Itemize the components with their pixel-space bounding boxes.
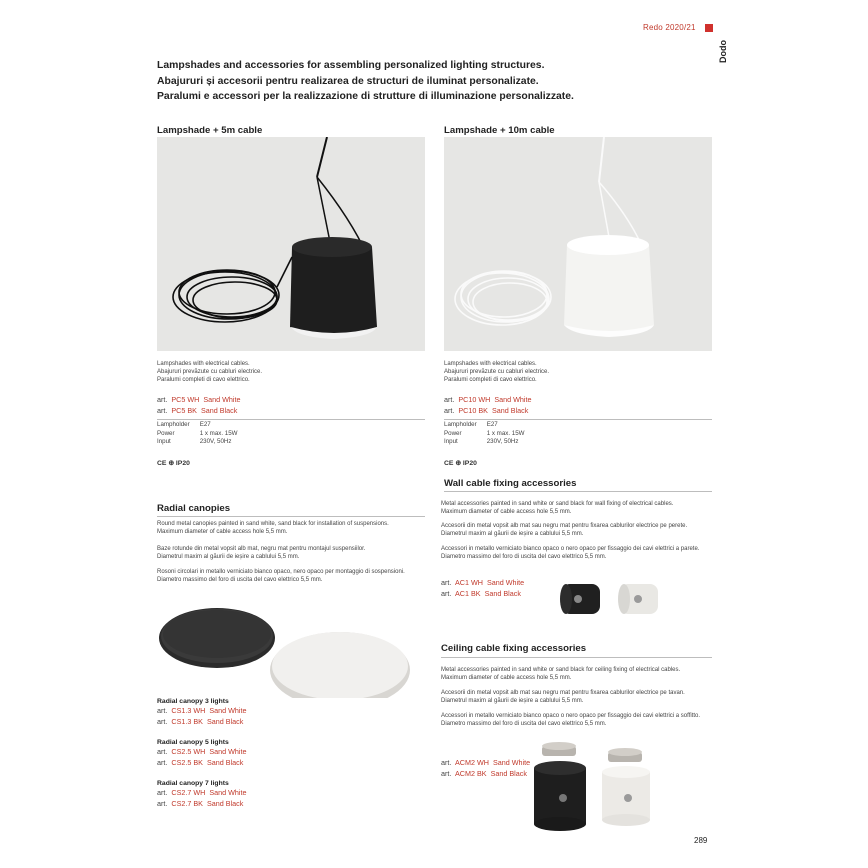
lamp10-desc-ro: Abajururi prevăzute cu cabluri electrice. (444, 369, 550, 376)
canopy-group-heading: Radial canopy 5 lights (157, 739, 229, 746)
article-code: PC10 BK (458, 406, 488, 415)
article-prefix: art. (157, 758, 168, 767)
spec-row (444, 438, 535, 447)
divider (157, 419, 425, 420)
article-prefix: art. (157, 717, 168, 726)
article-color: Sand Black (490, 769, 527, 778)
article-color: Sand Black (484, 589, 521, 598)
article-color: Sand Black (206, 717, 244, 726)
brand-square-icon (705, 24, 713, 32)
article-prefix: art. (157, 747, 168, 756)
black-lampshade-image (157, 137, 425, 351)
intro-line-en: Lampshades and accessories for assembling personalized lighting structures. (157, 60, 545, 71)
canopies-paragraph-ro (157, 545, 365, 561)
spec-row (444, 430, 535, 439)
side-section-tab: Dodo (718, 40, 728, 63)
article-color: Sand White (209, 706, 247, 715)
text-line: Diametrul maxim al găurii de ieșire a cablului 5,5 mm. (441, 698, 584, 705)
lamp5-articles (157, 394, 241, 416)
spec-row (157, 421, 248, 430)
spec-label: Input (444, 438, 458, 446)
canopies-title: Radial canopies (157, 503, 231, 514)
article-color: Sand White (492, 758, 531, 767)
article-color: Sand White (494, 395, 532, 404)
article-row (444, 405, 532, 416)
text-line: Baze rotunde din metal vopsit alb mat, negru mat pentru montajul suspensiilor. (157, 546, 366, 552)
article-code: CS1.3 WH (171, 706, 206, 715)
article-prefix: art. (444, 395, 455, 404)
text-line: Maximum diameter of cable access hole 5,5 mm. (441, 509, 572, 516)
article-color: Sand White (209, 788, 247, 797)
article-row (157, 757, 247, 768)
article-row (157, 394, 241, 405)
spec-row (157, 430, 248, 439)
certification-marks: CE ⊕ IP20 (157, 460, 190, 467)
lamp5-desc-ro: Abajururi prevăzute cu cabluri electrice. (157, 369, 263, 376)
ceiling-fixing-image (530, 742, 660, 832)
wall-fixing-title: Wall cable fixing accessories (444, 478, 577, 489)
article-code: AC1 WH (455, 578, 483, 587)
article-code: ACM2 BK (455, 769, 487, 778)
text-line: Rosoni circolari in metallo verniciato bianco opaco, nero opaco per montaggio di sospensioni. (157, 569, 405, 575)
lamp5-photo (157, 137, 425, 351)
text-line: Diametrul maxim al găurii de ieșire a cablului 5,5 mm. (441, 531, 584, 538)
article-color: Sand Black (491, 406, 529, 415)
white-lampshade-image (444, 137, 712, 351)
article-row (444, 394, 532, 405)
article-color: Sand Black (206, 799, 244, 808)
article-prefix: art. (157, 395, 168, 404)
spec-row (157, 438, 248, 447)
lamp10-desc-it: Paralumi completi di cavo elettrico. (444, 377, 537, 384)
spec-label: Lampholder (157, 421, 190, 428)
spec-row (444, 421, 535, 430)
canopy-group-7 (157, 780, 247, 809)
spec-label: Lampholder (444, 421, 477, 428)
lamp10-photo (444, 137, 712, 351)
divider (157, 516, 425, 517)
article-prefix: art. (157, 406, 168, 415)
lamp5-desc-it: Paralumi completi di cavo elettrico. (157, 377, 250, 384)
intro-line-ro: Abajururi și accesorii pentru realizarea de structuri de iluminat personalizate. (157, 75, 539, 87)
ceiling-paragraph-en (441, 666, 680, 682)
article-prefix: art. (444, 406, 455, 415)
divider (441, 657, 712, 658)
lamp10-description (444, 360, 549, 385)
article-code: CS1.3 BK (171, 717, 203, 726)
lamp5-desc-en: Lampshades with electrical cables. (157, 361, 250, 367)
spec-value: E27 (486, 421, 498, 428)
text-line: Accessori in metallo verniciato bianco opaco o nero opaco per fissaggio dei cavi elettrici a soffitto. (441, 713, 701, 719)
article-prefix: art. (157, 788, 168, 797)
lamp5-specs (157, 421, 248, 447)
article-row (157, 787, 247, 798)
wall-paragraph-ro (441, 522, 687, 538)
spec-value: E27 (199, 421, 211, 428)
ceiling-fixing-title: Ceiling cable fixing accessories (441, 643, 587, 654)
lamp5-title: Lampshade + 5m cable (157, 125, 263, 136)
article-prefix: art. (441, 578, 452, 587)
article-row (157, 705, 247, 716)
divider (444, 491, 712, 492)
text-line: Accesorii din metal vopsit alb mat sau negru mat pentru fixarea cablurilor electrice pe perete. (441, 523, 688, 529)
article-color: Sand White (203, 395, 241, 404)
article-prefix: art. (157, 706, 168, 715)
article-row (157, 746, 247, 757)
lamp10-articles (444, 394, 532, 416)
text-line: Maximum diameter of cable access hole 5,5 mm. (441, 675, 572, 682)
canopies-paragraph-en (157, 520, 389, 536)
spec-label: Input (157, 438, 171, 446)
article-prefix: art. (441, 769, 452, 778)
intro-block (157, 58, 574, 105)
article-code: PC5 BK (171, 406, 197, 415)
lamp10-desc-en: Lampshades with electrical cables. (444, 361, 537, 367)
ceiling-paragraph-ro (441, 689, 685, 705)
page-number: 289 (694, 836, 708, 845)
article-row (441, 768, 530, 779)
canopy-group-5 (157, 739, 247, 768)
canopy-group-heading: Radial canopy 7 lights (157, 780, 229, 787)
canopy-group-heading: Radial canopy 3 lights (157, 698, 229, 705)
text-line: Diametro massimo del foro di uscita del cavo elettrico 5,5 mm. (441, 554, 607, 561)
brand-label: Redo 2020/21 (643, 23, 696, 32)
article-prefix: art. (157, 799, 168, 808)
spec-value: 230V, 50Hz (199, 438, 232, 446)
text-line: Maximum diameter of cable access hole 5,5 mm. (157, 529, 288, 536)
spec-value: 230V, 50Hz (486, 438, 519, 446)
article-row (441, 757, 530, 768)
lamp5-description (157, 360, 262, 385)
article-code: PC5 WH (171, 395, 200, 404)
radial-canopies-image (157, 598, 417, 698)
lamp10-specs (444, 421, 535, 447)
spec-label: Power (444, 429, 462, 437)
lamp10-title: Lampshade + 10m cable (444, 125, 555, 136)
article-row (157, 798, 247, 809)
text-line: Accessori in metallo verniciato bianco opaco o nero opaco per fissaggio dei cavi elettrici a parete. (441, 546, 700, 552)
article-color: Sand White (486, 578, 525, 587)
article-code: CS2.7 WH (171, 788, 206, 797)
ceiling-articles (441, 757, 530, 779)
spec-label: Power (157, 429, 175, 437)
text-line: Diametro massimo del foro di uscita del cavo elettrico 5,5 mm. (157, 577, 323, 584)
article-color: Sand Black (200, 406, 238, 415)
text-line: Round metal canopies painted in sand white, sand black for installation of suspensions. (157, 521, 389, 527)
spec-value: 1 x max. 15W (486, 429, 525, 437)
canopy-group-3 (157, 698, 247, 727)
article-code: CS2.5 WH (171, 747, 206, 756)
wall-articles (441, 577, 524, 599)
article-color: Sand White (209, 747, 247, 756)
spec-value: 1 x max. 15W (199, 429, 238, 437)
article-prefix: art. (441, 589, 452, 598)
text-line: Diametrul maxim al găurii de ieșire a cablului 5,5 mm. (157, 554, 300, 561)
article-row (157, 405, 241, 416)
article-row (441, 588, 524, 599)
text-line: Diametro massimo del foro di uscita del cavo elettrico 5,5 mm. (441, 721, 607, 728)
wall-fixing-image (558, 578, 668, 618)
article-row (441, 577, 524, 588)
ceiling-paragraph-it (441, 712, 700, 728)
article-code: AC1 BK (455, 589, 481, 598)
article-code: ACM2 WH (455, 758, 489, 767)
canopies-paragraph-it (157, 568, 405, 584)
intro-line-it: Paralumi e accessori per la realizzazione di strutture di illuminazione personalizzate. (157, 91, 574, 102)
text-line: Metal accessories painted in sand white or sand black for wall fixing of electrical cables. (441, 501, 674, 507)
certification-marks: CE ⊕ IP20 (444, 460, 477, 467)
article-prefix: art. (441, 758, 452, 767)
wall-paragraph-en (441, 500, 673, 516)
article-color: Sand Black (206, 758, 244, 767)
divider (444, 419, 712, 420)
text-line: Accesorii din metal vopsit alb mat sau negru mat pentru fixarea cablurilor electrice pe tavan. (441, 690, 685, 696)
article-code: CS2.5 BK (171, 758, 203, 767)
text-line: Metal accessories painted in sand white or sand black for ceiling fixing of electrical cables. (441, 667, 681, 673)
article-code: CS2.7 BK (171, 799, 203, 808)
article-code: PC10 WH (458, 395, 491, 404)
article-row (157, 716, 247, 727)
wall-paragraph-it (441, 545, 699, 561)
